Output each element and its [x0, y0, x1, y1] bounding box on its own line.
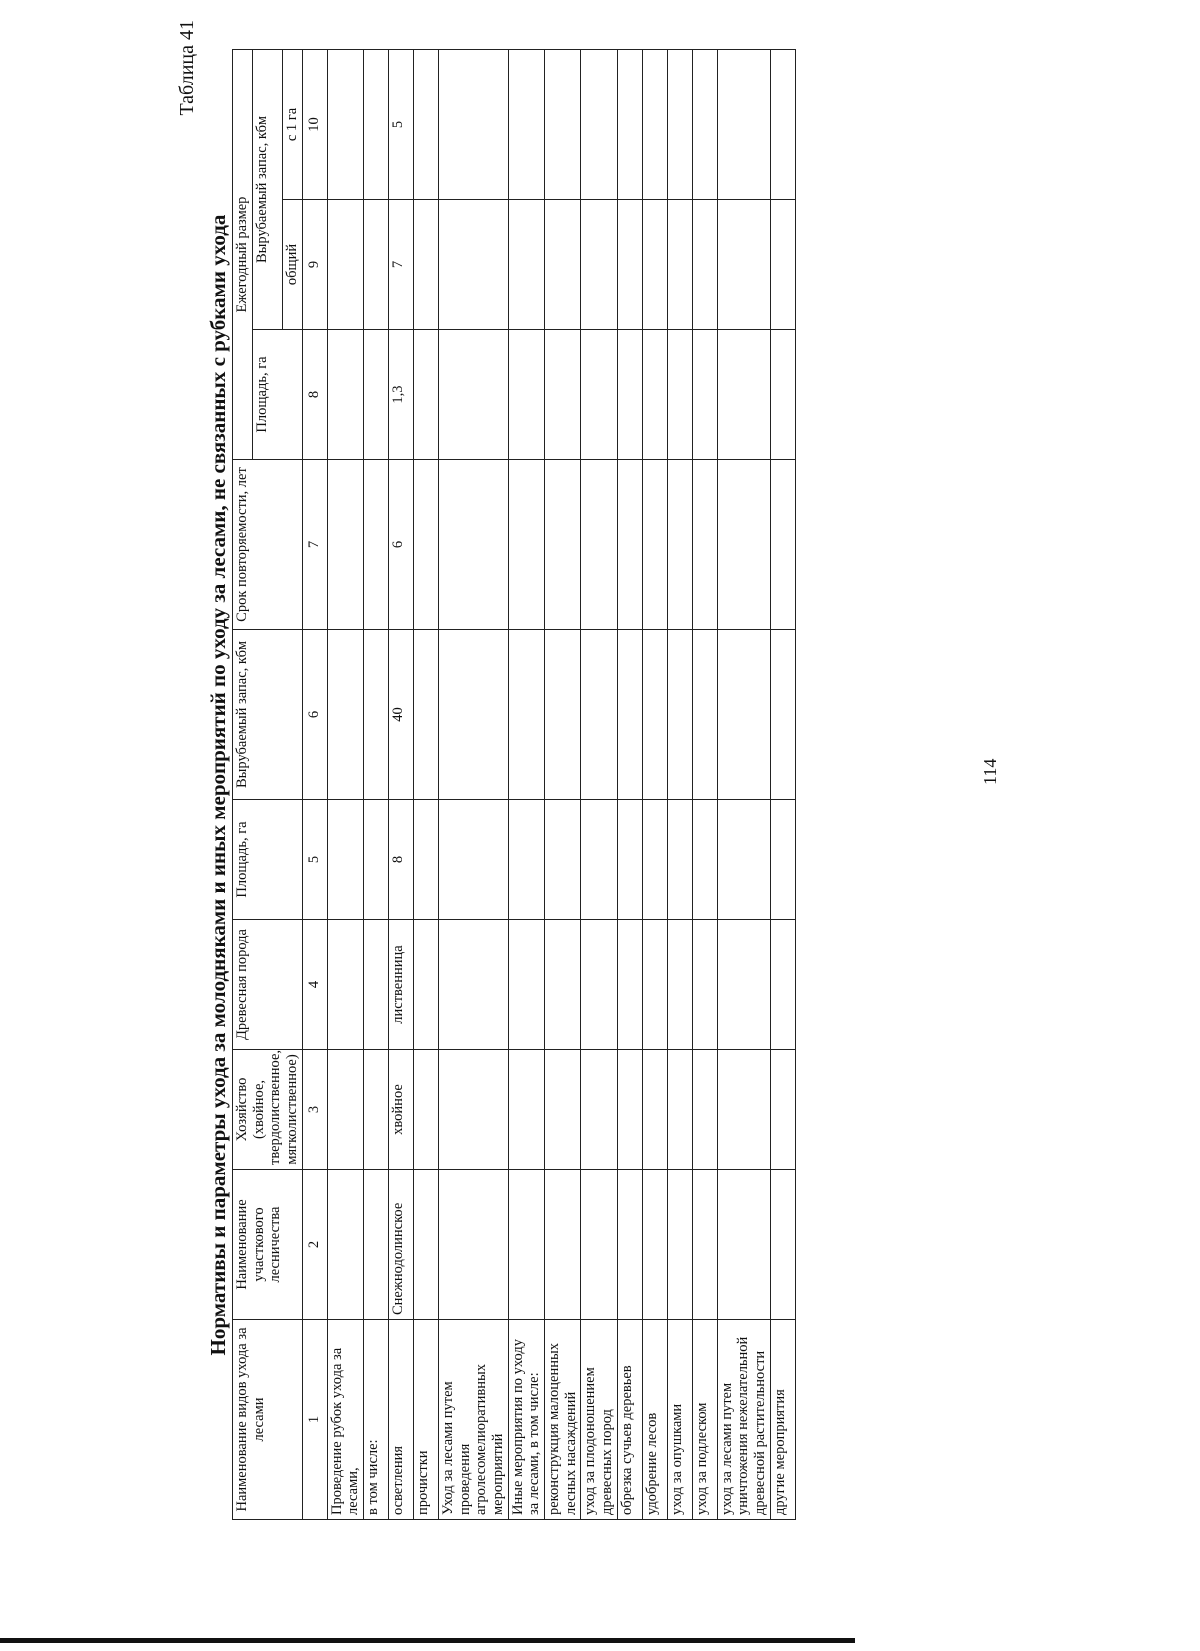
column-number: 6 — [302, 630, 327, 800]
table-cell — [617, 50, 642, 200]
table-cell — [414, 1050, 439, 1170]
table-cell — [717, 200, 770, 330]
table-cell — [364, 460, 389, 630]
table-cell — [617, 1170, 642, 1320]
table-cell — [617, 330, 642, 460]
table-cell — [327, 200, 363, 330]
table-cell — [617, 460, 642, 630]
table-cell — [439, 630, 509, 800]
table-cell — [508, 460, 544, 630]
table-cell — [770, 1170, 795, 1320]
table-cell — [581, 1050, 617, 1170]
table-cell — [642, 1050, 667, 1170]
table-cell — [414, 630, 439, 800]
table-cell — [545, 460, 581, 630]
table-cell — [667, 1050, 692, 1170]
table-cell — [642, 460, 667, 630]
table-cell — [581, 1170, 617, 1320]
table-cell — [717, 50, 770, 200]
table-cell — [667, 800, 692, 920]
column-number: 2 — [302, 1170, 327, 1320]
table-cell — [327, 1050, 363, 1170]
table-row — [364, 50, 389, 1520]
table-row — [439, 50, 509, 1520]
table-cell — [692, 200, 717, 330]
table-row — [770, 50, 795, 1520]
table-cell — [508, 800, 544, 920]
care-type-cell: осветления — [389, 1320, 414, 1520]
table-cell — [717, 1050, 770, 1170]
table-cell — [327, 460, 363, 630]
table-cell — [364, 800, 389, 920]
table-cell — [642, 630, 667, 800]
table-cell — [667, 330, 692, 460]
table-cell — [642, 50, 667, 200]
care-type-cell: Проведение рубок ухода за лесами, — [327, 1320, 363, 1520]
table-cell: 7 — [389, 200, 414, 330]
table-cell — [545, 630, 581, 800]
page-number: 114 — [980, 758, 1000, 785]
table-cell — [439, 200, 509, 330]
table-cell — [770, 200, 795, 330]
table-cell — [617, 920, 642, 1050]
table-cell — [545, 200, 581, 330]
header-economy: Хозяйство (хвойное, твердолиственное, мягколиственное) — [233, 1050, 303, 1170]
table-cell — [770, 630, 795, 800]
table-cell — [364, 200, 389, 330]
table-cell — [508, 1050, 544, 1170]
table-cell — [327, 920, 363, 1050]
table-cell — [667, 920, 692, 1050]
table-cell — [717, 800, 770, 920]
table-cell — [642, 800, 667, 920]
table-cell — [439, 800, 509, 920]
table-cell — [414, 50, 439, 200]
header-species: Древесная порода — [233, 920, 303, 1050]
table-cell — [581, 330, 617, 460]
table-cell — [617, 800, 642, 920]
table-cell — [508, 50, 544, 200]
table-cell — [770, 920, 795, 1050]
table-cell — [770, 800, 795, 920]
table-cell: лиственница — [389, 920, 414, 1050]
table-cell — [327, 330, 363, 460]
table-cell — [717, 460, 770, 630]
table-cell — [642, 330, 667, 460]
table-cell — [692, 630, 717, 800]
table-cell — [667, 200, 692, 330]
table-cell — [642, 1170, 667, 1320]
care-type-cell: обрезка сучьев деревьев — [617, 1320, 642, 1520]
table-cell: хвойное — [389, 1050, 414, 1170]
header-annual-per-ha: с 1 га — [283, 50, 303, 200]
column-number: 10 — [302, 50, 327, 200]
table-cell — [581, 800, 617, 920]
care-type-cell: в том числе: — [364, 1320, 389, 1520]
table-cell — [545, 50, 581, 200]
table-row — [545, 50, 581, 1520]
table-body — [327, 50, 795, 1520]
table-cell — [642, 200, 667, 330]
table-cell — [508, 330, 544, 460]
header-period: Срок повторяемости, лет — [233, 460, 303, 630]
table-row — [617, 50, 642, 1520]
table-cell — [327, 630, 363, 800]
norms-table — [232, 49, 796, 1520]
table-cell — [364, 630, 389, 800]
table-cell — [717, 1170, 770, 1320]
table-cell — [692, 330, 717, 460]
table-cell — [717, 920, 770, 1050]
column-number: 1 — [302, 1320, 327, 1520]
table-cell — [667, 460, 692, 630]
table-cell — [617, 1050, 642, 1170]
care-type-cell: реконструкция малоценных лесных насаждений — [545, 1320, 581, 1520]
table-row — [581, 50, 617, 1520]
table-cell — [439, 1170, 509, 1320]
column-number: 9 — [302, 200, 327, 330]
table-cell — [545, 920, 581, 1050]
table-cell — [692, 50, 717, 200]
table-cell — [439, 460, 509, 630]
table-cell — [414, 330, 439, 460]
rotated-page — [170, 20, 1050, 1520]
table-cell — [508, 630, 544, 800]
table-cell — [545, 800, 581, 920]
table-cell — [692, 920, 717, 1050]
care-type-cell: удобрение лесов — [642, 1320, 667, 1520]
table-row — [717, 50, 770, 1520]
header-annual-stock: Вырубаемый запас, кбм — [252, 50, 282, 330]
table-cell — [508, 1170, 544, 1320]
table-cell — [439, 1050, 509, 1170]
table-number: Таблица 41 — [176, 20, 198, 116]
table-cell — [617, 200, 642, 330]
header-care-type: Наименование видов ухода за лесами — [233, 1320, 303, 1520]
care-type-cell: уход за подлеском — [692, 1320, 717, 1520]
table-cell — [364, 330, 389, 460]
care-type-cell: Уход за лесами путем проведения агролесомелиоративных мероприятий — [439, 1320, 509, 1520]
table-cell — [364, 1050, 389, 1170]
column-number: 4 — [302, 920, 327, 1050]
table-cell — [581, 920, 617, 1050]
table-cell — [717, 630, 770, 800]
care-type-cell: уход за плодоношением древесных пород — [581, 1320, 617, 1520]
table-cell — [581, 630, 617, 800]
table-cell — [508, 920, 544, 1050]
table-cell — [364, 920, 389, 1050]
table-cell — [414, 920, 439, 1050]
table-cell — [414, 200, 439, 330]
care-type-cell: уход за опушками — [667, 1320, 692, 1520]
column-number: 3 — [302, 1050, 327, 1170]
table-cell — [642, 920, 667, 1050]
table-row — [389, 50, 414, 1520]
table-cell — [545, 1170, 581, 1320]
table-cell — [770, 50, 795, 200]
table-cell — [581, 460, 617, 630]
table-cell — [327, 1170, 363, 1320]
table-cell — [617, 630, 642, 800]
scan-edge-bar — [0, 1638, 855, 1643]
column-number: 8 — [302, 330, 327, 460]
table-row — [414, 50, 439, 1520]
table-cell — [327, 800, 363, 920]
table-cell — [667, 1170, 692, 1320]
table-cell: Снежнодолинское — [389, 1170, 414, 1320]
table-title: Нормативы и параметры ухода за молодняками и иных мероприятий по уходу за лесами, не связанных с рубками ухода — [206, 214, 230, 1356]
care-type-cell: уход за лесами путем уничтожения нежелательной древесной растительности — [717, 1320, 770, 1520]
header-area: Площадь, га — [233, 800, 303, 920]
table-cell — [327, 50, 363, 200]
table-cell — [414, 800, 439, 920]
care-type-cell: Иные мероприятия по уходу за лесами, в том числе: — [508, 1320, 544, 1520]
table-cell — [667, 50, 692, 200]
column-number: 5 — [302, 800, 327, 920]
table-cell — [692, 1170, 717, 1320]
table-row — [508, 50, 544, 1520]
table-cell — [770, 1050, 795, 1170]
table-cell: 6 — [389, 460, 414, 630]
table-row — [327, 50, 363, 1520]
table-row — [642, 50, 667, 1520]
table-cell — [692, 1050, 717, 1170]
header-forestry: Наименование участкового лесничества — [233, 1170, 303, 1320]
table-cell — [692, 460, 717, 630]
table-cell: 1,3 — [389, 330, 414, 460]
table-cell — [770, 330, 795, 460]
table-cell — [581, 50, 617, 200]
table-cell — [545, 330, 581, 460]
table-row — [667, 50, 692, 1520]
table-cell — [581, 200, 617, 330]
table-cell — [439, 330, 509, 460]
care-type-cell: другие мероприятия — [770, 1320, 795, 1520]
table-cell — [439, 920, 509, 1050]
table-cell — [364, 1170, 389, 1320]
header-stock: Вырубаемый запас, кбм — [233, 630, 303, 800]
header-annual: Ежегодный размер — [233, 50, 253, 460]
table-cell — [770, 460, 795, 630]
table-cell — [508, 200, 544, 330]
table-cell — [414, 460, 439, 630]
column-number-row — [302, 50, 327, 1520]
column-number: 7 — [302, 460, 327, 630]
table-row — [692, 50, 717, 1520]
table-cell — [692, 800, 717, 920]
table-cell: 8 — [389, 800, 414, 920]
care-type-cell: прочистки — [414, 1320, 439, 1520]
table-cell — [717, 330, 770, 460]
header-annual-area: Площадь, га — [252, 330, 302, 460]
table-cell — [439, 50, 509, 200]
table-cell: 40 — [389, 630, 414, 800]
header-annual-total: общий — [283, 200, 303, 330]
table-cell: 5 — [389, 50, 414, 200]
table-cell — [414, 1170, 439, 1320]
table-cell — [545, 1050, 581, 1170]
table-cell — [667, 630, 692, 800]
table-cell — [364, 50, 389, 200]
